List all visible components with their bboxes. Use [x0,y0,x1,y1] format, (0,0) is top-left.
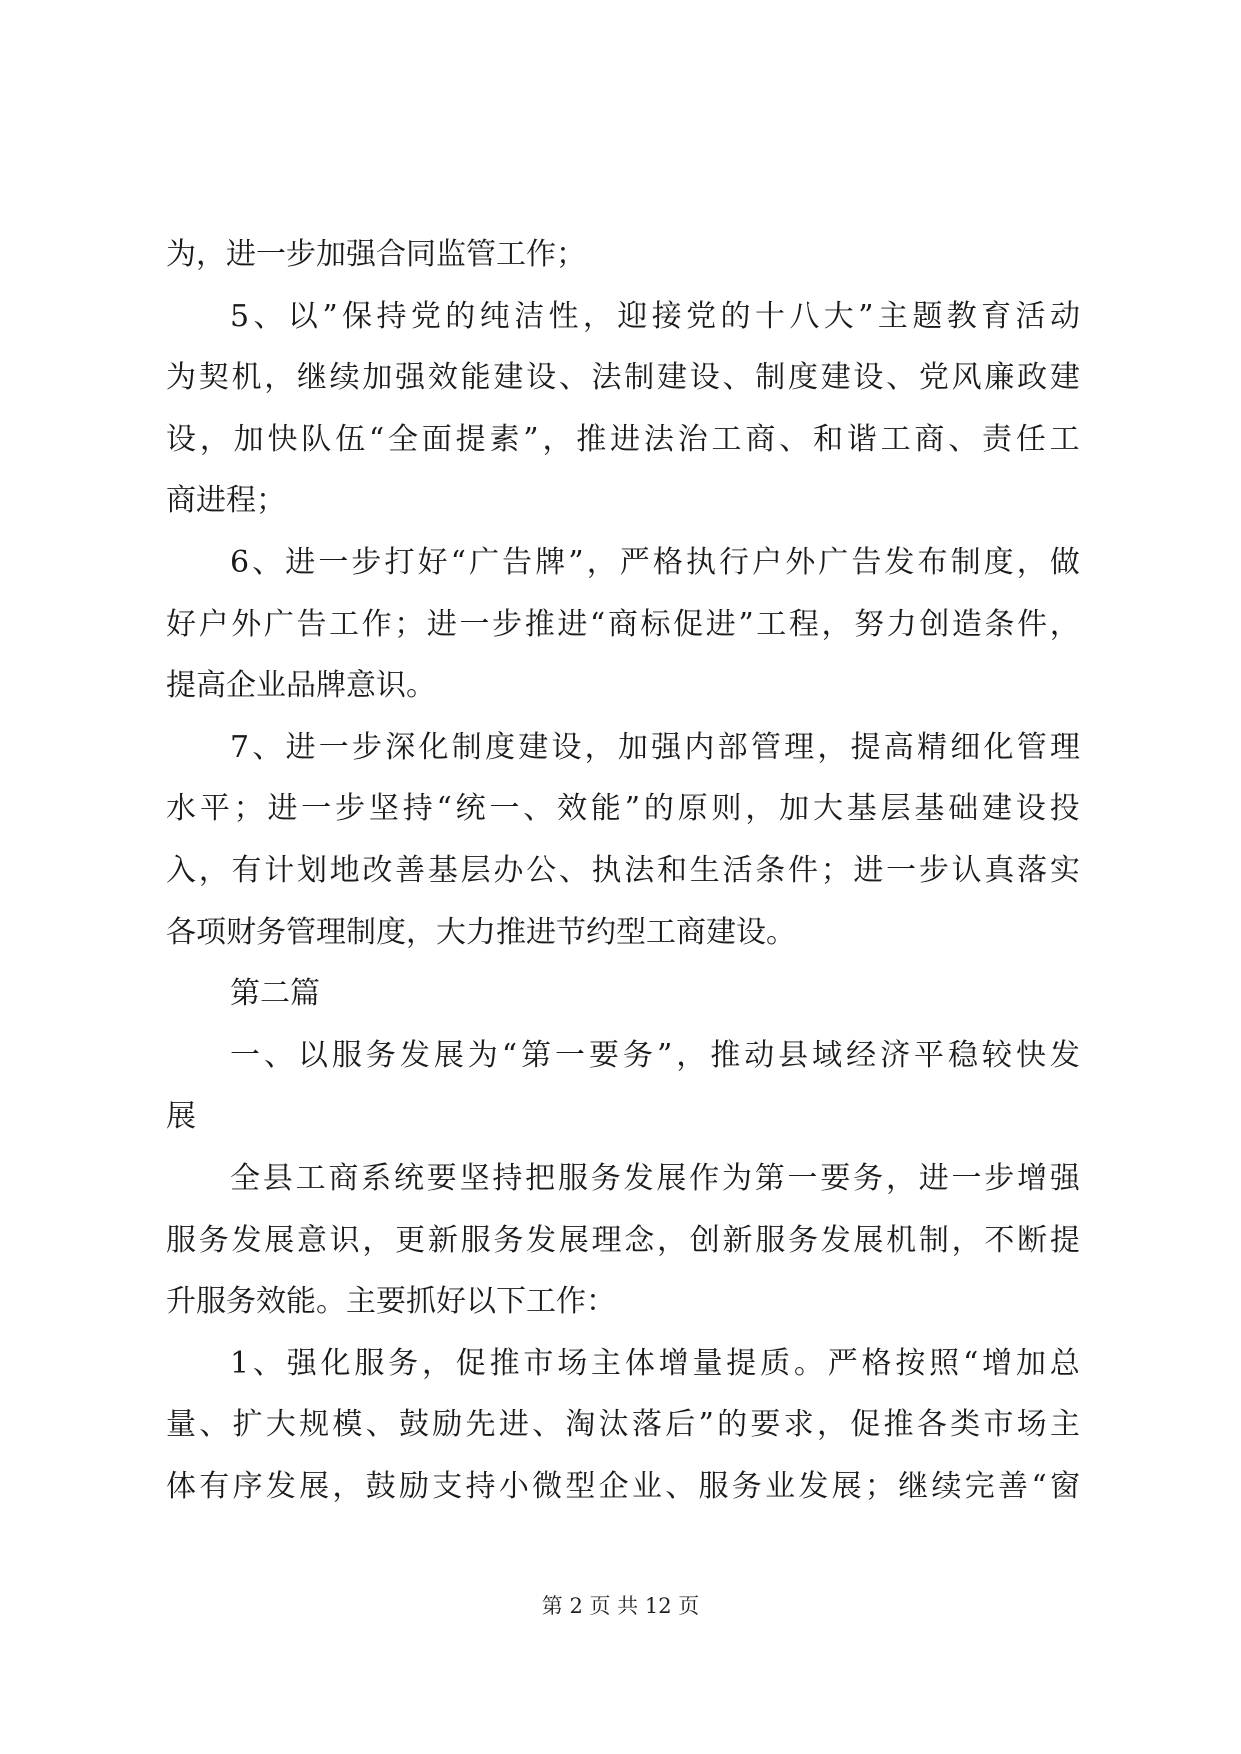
text-line-14: 一 、 以 服 务 发 展 为 “ 第 一 要 务 ” ， 推 动 县 域 经 济 平 稳 较 快 发 [230,1037,1080,1073]
text-line-11: 入 ， 有 计 划 地 改 善 基 层 办 公 、 执 法 和 生 活 条 件 ； 进 一 步 认 真 落 实 [166,852,1080,888]
text-line-16: 全 县 工 商 系 统 要 坚 持 把 服 务 发 展 作 为 第 一 要 务 ， 进 一 步 增 强 [230,1160,1080,1196]
text-line-4: 设 ， 加 快 队 伍 “ 全 面 提 素 ” ， 推 进 法 治 工 商 、 和 谐 工 商 、 责 任 工 [166,421,1080,457]
text-line-10: 水 平 ； 进 一 步 坚 持 “ 统 一 、 效 能 ” 的 原 则 ， 加 大 基 层 基 础 建 设 投 [166,791,1080,827]
document-body [166,224,1080,1517]
page-number-footer: 第 2 页 共 12 页 [541,1594,700,1618]
text-line-17: 服 务 发 展 意 识 ， 更 新 服 务 发 展 理 念 ， 创 新 服 务 发 展 机 制 ， 不 断 提 [166,1222,1080,1258]
text-line-19: 1 、 强 化 服 务 ， 促 推 市 场 主 体 增 量 提 质 。 严 格 按 照 “ 增 加 总 [230,1345,1080,1381]
text-line-21: 体 有 序 发 展 ， 鼓 励 支 持 小 微 型 企 业 、 服 务 业 发 展 ； 继 续 完 善 “ 窗 [166,1468,1080,1504]
text-line-5: 商进程； [166,483,286,519]
text-line-1: 为，进一步加强合同监管工作； [166,237,586,272]
text-line-8: 提高企业品牌意识。 [166,668,436,704]
text-line-3: 为 契 机 ， 继 续 加 强 效 能 建 设 、 法 制 建 设 、 制 度 建 设 、 党 风 廉 政 建 [166,360,1080,396]
text-line-12: 各项财务管理制度，大力推进节约型工商建设。 [166,914,796,950]
text-line-6: 6 、 进 一 步 打 好 “ 广 告 牌 ” ， 严 格 执 行 户 外 广 告 发 布 制 度 ， 做 [230,544,1080,580]
text-line-18: 升服务效能。主要抓好以下工作： [166,1284,616,1320]
section-heading: 第二篇 [230,976,320,1012]
text-line-15: 展 [166,1099,196,1135]
text-line-20: 量 、 扩 大 规 模 、 鼓 励 先 进 、 淘 汰 落 后 ” 的 要 求 ， 促 推 各 类 市 场 主 [166,1407,1080,1443]
text-line-9: 7 、 进 一 步 深 化 制 度 建 设 ， 加 强 内 部 管 理 ， 提 高 精 细 化 管 理 [230,729,1080,765]
text-line-7: 好 户 外 广 告 工 作 ； 进 一 步 推 进 “ 商 标 促 进 ” 工 程 ， 努 力 创 造 条 件 ， [166,606,1080,642]
text-line-2: 5 、 以 ” 保 持 党 的 纯 洁 性 ， 迎 接 党 的 十 八 大 ” 主 题 教 育 活 动 [230,298,1080,334]
